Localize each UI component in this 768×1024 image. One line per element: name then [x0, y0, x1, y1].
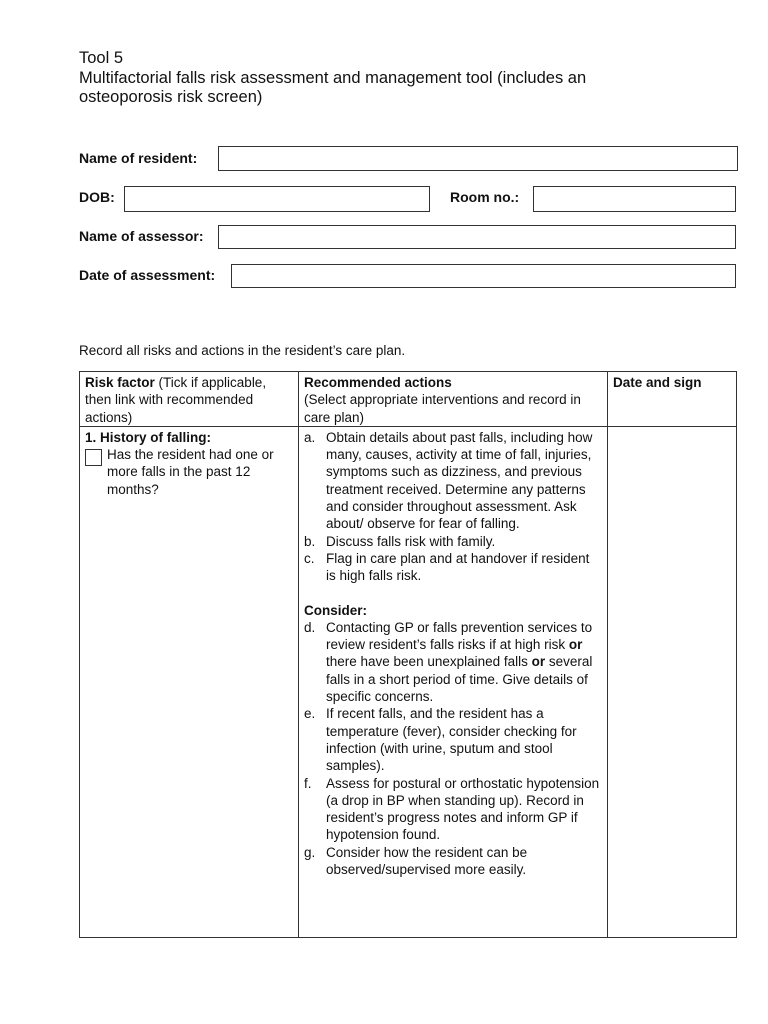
recommended-actions-cell — [299, 426, 608, 937]
recommended-actions-header — [299, 372, 608, 427]
document-title-line-1: Multifactorial falls risk assessment and management tool (includes an — [79, 68, 587, 87]
history-of-falling-checkbox[interactable] — [85, 449, 102, 466]
date-sign-header — [608, 372, 737, 427]
tool-number: Tool 5 — [79, 49, 124, 67]
risk-assessment-table — [79, 371, 737, 938]
resident-name-field[interactable] — [218, 146, 738, 171]
consider-heading: Consider: — [304, 602, 368, 618]
date-sign-header-label: Date and sign — [613, 375, 702, 390]
dob-field[interactable] — [124, 186, 430, 212]
action-item-a: a. Obtain details about past falls, including how many, causes, activity at time of fall, injuries, symptoms such as dizziness, and previous treatment received. Determine any patterns and consider throughout assessment. Ask about/ observe for fear of falling. — [304, 429, 593, 532]
action-item-d: d. Contacting GP or falls prevention services to review resident’s falls risks if at high risk or there have been unexplained falls or several falls in a short period of time. Give details of specific concerns. — [304, 619, 593, 705]
date-sign-cell[interactable] — [608, 426, 737, 937]
risk-factor-title: 1. History of falling: — [85, 429, 212, 445]
room-number-field[interactable] — [533, 186, 736, 212]
recommended-actions-header-note: (Select appropriate interventions and record in care plan) — [304, 392, 581, 425]
care-plan-instruction: Record all risks and actions in the resident’s care plan. — [79, 343, 406, 358]
risk-factor-question-text: Has the resident had one or more falls in the past 12 months? — [107, 447, 274, 497]
assessor-name-field[interactable] — [218, 225, 736, 249]
room-number-label: Room no.: — [450, 189, 520, 205]
dob-label: DOB: — [79, 189, 115, 205]
risk-factor-header — [80, 372, 299, 427]
action-item-g: g. Consider how the resident can be observed/supervised more easily. — [304, 844, 528, 878]
risk-factor-cell — [80, 426, 299, 937]
assessment-date-field[interactable] — [231, 264, 736, 288]
table-row — [80, 426, 737, 937]
assessment-date-label: Date of assessment: — [79, 267, 216, 283]
action-item-c: c. Flag in care plan and at handover if resident is high falls risk. — [304, 550, 590, 584]
assessor-name-label: Name of assessor: — [79, 228, 204, 244]
recommended-actions-header-bold: Recommended actions — [304, 375, 452, 390]
action-item-f: f. Assess for postural or orthostatic hypotension (a drop in BP when standing up). Record in resident’s progress notes and inform GP if hypotension found. — [304, 775, 600, 843]
risk-factor-header-bold: Risk factor — [85, 375, 155, 390]
document-header — [79, 49, 586, 108]
risk-factor-question — [85, 446, 293, 498]
risk-factor-header-note: (Tick if applicable, then link with recommended actions) — [85, 375, 267, 425]
action-item-b: b. Discuss falls risk with family. — [304, 533, 496, 549]
actions-list — [304, 429, 602, 585]
document-title-line-2: osteoporosis risk screen) — [79, 88, 263, 106]
action-item-e: e. If recent falls, and the resident has a temperature (fever), consider checking for infection (with urine, sputum and stool samples). — [304, 706, 577, 774]
consider-actions-list — [304, 619, 602, 878]
resident-name-label: Name of resident: — [79, 150, 198, 166]
table-header-row — [80, 372, 737, 427]
